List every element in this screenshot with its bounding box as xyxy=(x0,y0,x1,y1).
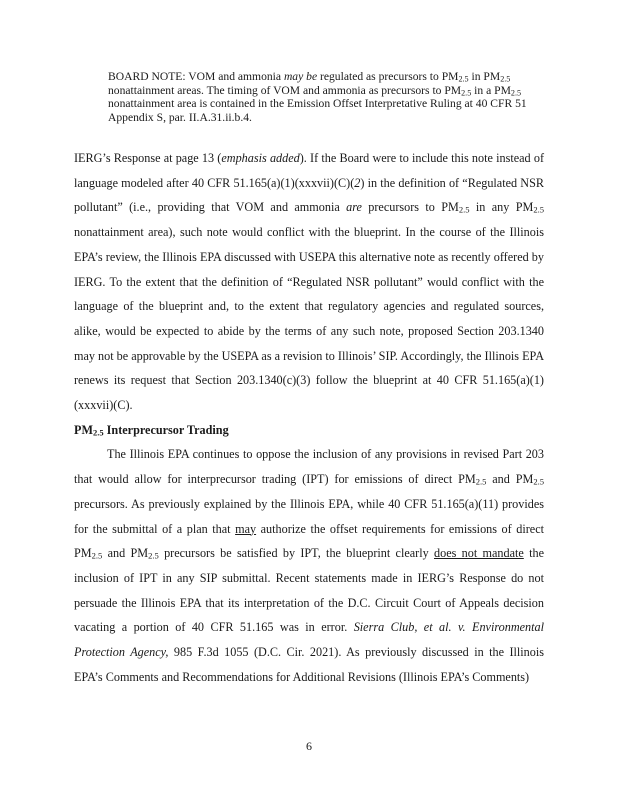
board-note-block: BOARD NOTE: VOM and ammonia may be regulated as precursors to $PM_{2.5}$ in $PM_{2.5}$ nonattainment areas. The timing of VOM and ammonia as precursors to $PM_{2.5}$ in a $PM_{2.5}$ nonattainment area is contained in the Emission Offset Interpretative Ruling at 40 CFR 51 Appendix S, par. II.A.31.ii.b.4. xyxy=(108,70,527,124)
paragraph-2: The Illinois EPA continues to oppose the inclusion of any provisions in revised Part 203 that would allow for interprecursor trading (IPT) for emissions of direct $PM_{2.5}$ and $PM_{2.5}$ precursors. As previously explained by the Illinois EPA, while 40 CFR 51.165(a)(11) provides for the submittal of a plan that may authorize the offset requirements for emissions of direct $PM_{2.5}$ and $PM_{2.5}$ precursors be satisfied by IPT, the blueprint clearly does not mandate the inclusion of IPT in any SIP submittal. Recent statements made in IERG’s Response do not persuade the Illinois EPA that its interpretation of the D.C. Circuit Court of Appeals decision vacating a portion of 40 CFR 51.165 was in error. Sierra Club, et al. v. Environmental Protection Agency, 985 F.3d 1055 (D.C. Cir. 2021). As previously discussed in the Illinois EPA’s Comments and Recommendations for Additional Revisions (Illinois EPA’s Comments) xyxy=(74,447,544,684)
body-text xyxy=(74,146,544,689)
paragraph-1: IERG’s Response at page 13 (emphasis added). If the Board were to include this note instead of language modeled after 40 CFR 51.165(a)(1)(xxxvii)(C)(2) in the definition of “Regulated NSR pollutant” (i.e., providing that VOM and ammonia are precursors to $PM_{2.5}$ in any $PM_{2.5}$ nonattainment area), such note would conflict with the blueprint. In the course of the Illinois EPA’s review, the Illinois EPA discussed with USEPA this alternative note as recently offered by IERG. To the extent that the definition of “Regulated NSR pollutant” would conflict with the language of the blueprint and, to the extent that regulatory agencies and regulated sources, alike, would be expected to abide by the terms of any such note, proposed Section 203.1340 may not be approvable by the USEPA as a revision to Illinois’ SIP. Accordingly, the Illinois EPA renews its request that Section 203.1340(c)(3) follow the blueprint at 40 CFR 51.165(a)(1)(xxxvii)(C). xyxy=(74,151,545,413)
page-number: 6 xyxy=(306,739,312,753)
section-heading: $PM_{2.5}$ Interprecursor Trading xyxy=(74,422,229,438)
underlined-may: may xyxy=(235,521,257,536)
